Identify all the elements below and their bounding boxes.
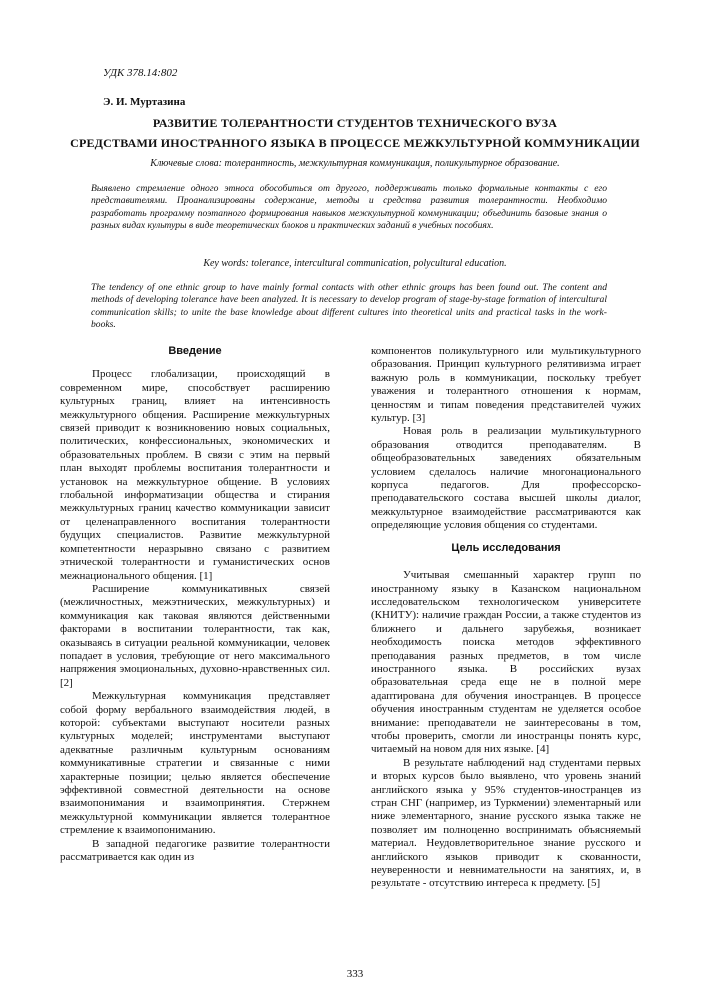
page-number: 333 [346,968,364,980]
left-column [60,345,330,864]
paragraph: Новая роль в реализации мультикультурного образования отводится преподавателям. В общеобразовательных заведениях обязательным условием сделалось наличие многонационального корпуса педагогов. Для профессорско-преподавательского состава высшей школы диалог, межкультурное взаимодействие рассматриваются как определяющие условия общения со студентами. [371,425,641,532]
section-heading-intro: Введение [168,345,222,357]
paragraph: Процесс глобализации, происходящий в современном мире, способствует расширению культурных границ, влияет на интенсивность межкультурного общения. Расширение межкультурных связей приводит к возникновению новых социальных, политических, конфессиональных, экономических и образовательных проблем. В связи с этим на первый план выходят проблемы воспитания толерантности и установок на межкультурное общение. В условиях глобальной информатизации общества и стирания межкультурных границ качество коммуникации зависит от целенаправленного воспитания толерантности будущих специалистов. Развитие межкультурной компетентности неразрывно связано с развитием этнической толерантности и гуманистических основ межнационального общения. [1] [60,368,330,582]
paragraph: компонентов поликультурного или мультикультурного образования. Принцип культурного релятивизма играет важную роль в коммуникации, поскольку требует уважения и толерантного отношения к нормам, ценностям и типам поведения представителей чужих культур. [3] [371,345,641,425]
paragraph: В результате наблюдений над студентами первых и вторых курсов было выявлено, что уровень знаний английского языка у 95% студентов-иностранцев из стран СНГ (например, из Туркмении) элементарный или ниже элементарного, знание русского языка также не позволяет им полноценно воспринимать объясняемый материал. Неудовлетворительное знание русского и английского языков приводит к скованности, неуверенности и невнимательности на занятиях, и, в результате - отсутствию интереса к предмету. [5] [371,756,641,890]
keywords-en: Key words: tolerance, intercultural communication, polycultural education. [203,258,507,269]
right-column [371,345,641,891]
paragraph: В западной педагогике развитие толерантности рассматривается как один из [60,837,330,864]
udk-code: УДК 378.14:802 [103,67,178,79]
title-line-2: СРЕДСТВАМИ ИНОСТРАННОГО ЯЗЫКА В ПРОЦЕССЕ МЕЖКУЛЬТУРНОЙ КОММУНИКАЦИИ [70,136,640,150]
author-name: Э. И. Муртазина [103,96,186,108]
section-heading-goal: Цель исследования [451,541,561,554]
paragraph: Расширение коммуникативных связей (межличностных, межэтнических, межкультурных) и коммуникация как таковая являются действенными факторами в воспитании толерантности, так как, оказываясь в ситуации реальной коммуникации, человек попадает в условия, требующие от него максимального напряжения эмоциональных, духовно-нравственных сил. [2] [60,582,330,689]
paragraph: Учитывая смешанный характер групп по иностранному языку в Казанском национальном исследовательском технологическом университете (КНИТУ): наличие граждан России, а также студентов из ближнего и дальнего зарубежья, возникает необходимость поиска методов эффективного преподавания разных предметов, в том числе иностранного языка. В российских вузах образовательная среда еще не в полной мере адаптирована для обучения иностранцев. В процессе обучения иностранным студентам не уделяется особое внимание: преподаватели не заинтересованы в том, чтобы проверить, смогли ли иностранцы понять курс, читаемый на новом для них языке. [4] [371,569,641,756]
abstract-ru: Выявлено стремление одного этноса обособиться от другого, поддерживать только формальные контакты с его представителями. Проанализированы содержание, методы и средства развития толерантности. Необходимо разработать программу поэтапного формирования навыков межкультурной коммуникации; объединить базовые знания о разных видах культуры в виде теоретических блоков и практических заданий в учебных пособиях. [91,183,607,232]
keywords-ru: Ключевые слова: толерантность, межкультурная коммуникация, поликультурное образование. [150,158,560,169]
title-line-1: РАЗВИТИЕ ТОЛЕРАНТНОСТИ СТУДЕНТОВ ТЕХНИЧЕСКОГО ВУЗА [152,116,558,130]
paragraph: Межкультурная коммуникация представляет собой форму вербального взаимодействия людей, в которой: субъектами выступают носители разных культурных моделей; инструментами выступают адекватные различным культурным основаниям коммуникативные стратегии и связанные с ними характерные позиции; целью является обеспечение эффективной совместной деятельности на основе взаимопонимания и взаимопринятия. Стержнем межкультурной коммуникации является толерантное стремление к взаимопониманию. [60,690,330,837]
abstract-en: The tendency of one ethnic group to have mainly formal contacts with other ethnic groups has been found out. The content and methods of developing tolerance have been analyzed. It is necessary to develop program of stage-by-stage formation of intercultural communication skills; to unite the base knowledge about different cultures into theoretical units and practical tasks in the work-books. [91,282,607,331]
